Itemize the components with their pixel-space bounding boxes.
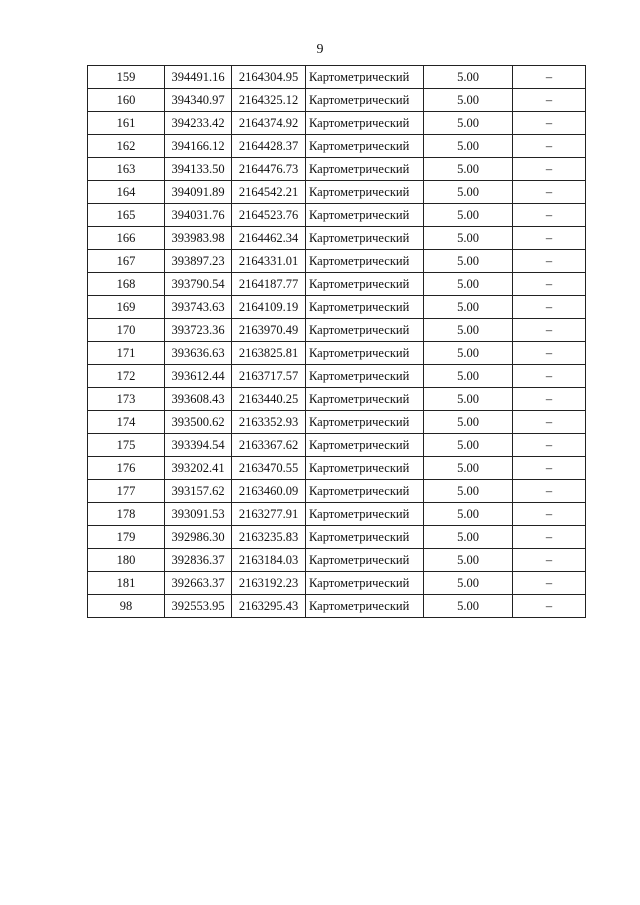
x-coordinate-cell: 394166.12	[165, 135, 232, 158]
point-number-cell: 172	[88, 365, 165, 388]
method-cell: Картометрический	[306, 250, 424, 273]
point-number-cell: 179	[88, 526, 165, 549]
method-cell: Картометрический	[306, 480, 424, 503]
method-cell: Картометрический	[306, 319, 424, 342]
y-coordinate-cell: 2164374.92	[232, 112, 306, 135]
point-number-cell: 177	[88, 480, 165, 503]
accuracy-cell: 5.00	[424, 273, 513, 296]
description-cell: –	[513, 204, 586, 227]
y-coordinate-cell: 2164187.77	[232, 273, 306, 296]
description-cell: –	[513, 181, 586, 204]
description-cell: –	[513, 319, 586, 342]
method-cell: Картометрический	[306, 204, 424, 227]
point-number-cell: 160	[88, 89, 165, 112]
description-cell: –	[513, 595, 586, 618]
point-number-cell: 168	[88, 273, 165, 296]
x-coordinate-cell: 394031.76	[165, 204, 232, 227]
method-cell: Картометрический	[306, 89, 424, 112]
x-coordinate-cell: 393157.62	[165, 480, 232, 503]
y-coordinate-cell: 2163440.25	[232, 388, 306, 411]
accuracy-cell: 5.00	[424, 572, 513, 595]
coordinates-table-body	[88, 66, 586, 618]
description-cell: –	[513, 365, 586, 388]
point-number-cell: 161	[88, 112, 165, 135]
x-coordinate-cell: 393897.23	[165, 250, 232, 273]
point-number-cell: 176	[88, 457, 165, 480]
point-number-cell: 170	[88, 319, 165, 342]
table-row	[88, 388, 586, 411]
x-coordinate-cell: 393394.54	[165, 434, 232, 457]
description-cell: –	[513, 89, 586, 112]
accuracy-cell: 5.00	[424, 66, 513, 89]
method-cell: Картометрический	[306, 273, 424, 296]
y-coordinate-cell: 2164462.34	[232, 227, 306, 250]
point-number-cell: 167	[88, 250, 165, 273]
table-row	[88, 89, 586, 112]
table-row	[88, 181, 586, 204]
accuracy-cell: 5.00	[424, 457, 513, 480]
method-cell: Картометрический	[306, 457, 424, 480]
table-row	[88, 135, 586, 158]
y-coordinate-cell: 2163295.43	[232, 595, 306, 618]
x-coordinate-cell: 393636.63	[165, 342, 232, 365]
x-coordinate-cell: 394491.16	[165, 66, 232, 89]
description-cell: –	[513, 158, 586, 181]
description-cell: –	[513, 112, 586, 135]
x-coordinate-cell: 393608.43	[165, 388, 232, 411]
description-cell: –	[513, 434, 586, 457]
x-coordinate-cell: 394091.89	[165, 181, 232, 204]
point-number-cell: 174	[88, 411, 165, 434]
y-coordinate-cell: 2164331.01	[232, 250, 306, 273]
accuracy-cell: 5.00	[424, 112, 513, 135]
x-coordinate-cell: 394340.97	[165, 89, 232, 112]
description-cell: –	[513, 273, 586, 296]
y-coordinate-cell: 2163184.03	[232, 549, 306, 572]
accuracy-cell: 5.00	[424, 388, 513, 411]
x-coordinate-cell: 393612.44	[165, 365, 232, 388]
accuracy-cell: 5.00	[424, 342, 513, 365]
method-cell: Картометрический	[306, 181, 424, 204]
y-coordinate-cell: 2163825.81	[232, 342, 306, 365]
accuracy-cell: 5.00	[424, 411, 513, 434]
point-number-cell: 166	[88, 227, 165, 250]
table-row	[88, 112, 586, 135]
y-coordinate-cell: 2164523.76	[232, 204, 306, 227]
table-row	[88, 296, 586, 319]
point-number-cell: 165	[88, 204, 165, 227]
table-row	[88, 434, 586, 457]
x-coordinate-cell: 393091.53	[165, 503, 232, 526]
table-row	[88, 227, 586, 250]
y-coordinate-cell: 2163470.55	[232, 457, 306, 480]
y-coordinate-cell: 2163192.23	[232, 572, 306, 595]
description-cell: –	[513, 503, 586, 526]
table-row	[88, 503, 586, 526]
description-cell: –	[513, 572, 586, 595]
accuracy-cell: 5.00	[424, 365, 513, 388]
method-cell: Картометрический	[306, 135, 424, 158]
accuracy-cell: 5.00	[424, 526, 513, 549]
table-row	[88, 66, 586, 89]
point-number-cell: 159	[88, 66, 165, 89]
description-cell: –	[513, 526, 586, 549]
description-cell: –	[513, 480, 586, 503]
point-number-cell: 163	[88, 158, 165, 181]
accuracy-cell: 5.00	[424, 595, 513, 618]
coordinates-table	[87, 65, 586, 618]
table-row	[88, 572, 586, 595]
method-cell: Картометрический	[306, 342, 424, 365]
method-cell: Картометрический	[306, 112, 424, 135]
point-number-cell: 178	[88, 503, 165, 526]
description-cell: –	[513, 66, 586, 89]
method-cell: Картометрический	[306, 227, 424, 250]
method-cell: Картометрический	[306, 503, 424, 526]
x-coordinate-cell: 392836.37	[165, 549, 232, 572]
method-cell: Картометрический	[306, 595, 424, 618]
accuracy-cell: 5.00	[424, 434, 513, 457]
point-number-cell: 169	[88, 296, 165, 319]
y-coordinate-cell: 2163717.57	[232, 365, 306, 388]
accuracy-cell: 5.00	[424, 319, 513, 342]
table-row	[88, 595, 586, 618]
x-coordinate-cell: 393983.98	[165, 227, 232, 250]
x-coordinate-cell: 392986.30	[165, 526, 232, 549]
accuracy-cell: 5.00	[424, 158, 513, 181]
accuracy-cell: 5.00	[424, 89, 513, 112]
y-coordinate-cell: 2163352.93	[232, 411, 306, 434]
table-row	[88, 365, 586, 388]
accuracy-cell: 5.00	[424, 503, 513, 526]
method-cell: Картометрический	[306, 296, 424, 319]
description-cell: –	[513, 388, 586, 411]
method-cell: Картометрический	[306, 572, 424, 595]
x-coordinate-cell: 394133.50	[165, 158, 232, 181]
table-row	[88, 457, 586, 480]
y-coordinate-cell: 2164109.19	[232, 296, 306, 319]
y-coordinate-cell: 2164476.73	[232, 158, 306, 181]
y-coordinate-cell: 2163460.09	[232, 480, 306, 503]
x-coordinate-cell: 393500.62	[165, 411, 232, 434]
table-row	[88, 204, 586, 227]
description-cell: –	[513, 296, 586, 319]
y-coordinate-cell: 2163235.83	[232, 526, 306, 549]
description-cell: –	[513, 135, 586, 158]
accuracy-cell: 5.00	[424, 181, 513, 204]
point-number-cell: 162	[88, 135, 165, 158]
x-coordinate-cell: 393790.54	[165, 273, 232, 296]
method-cell: Картометрический	[306, 434, 424, 457]
accuracy-cell: 5.00	[424, 204, 513, 227]
description-cell: –	[513, 411, 586, 434]
point-number-cell: 180	[88, 549, 165, 572]
description-cell: –	[513, 457, 586, 480]
method-cell: Картометрический	[306, 365, 424, 388]
description-cell: –	[513, 342, 586, 365]
table-row	[88, 411, 586, 434]
table-row	[88, 549, 586, 572]
x-coordinate-cell: 393723.36	[165, 319, 232, 342]
y-coordinate-cell: 2164325.12	[232, 89, 306, 112]
table-row	[88, 158, 586, 181]
description-cell: –	[513, 549, 586, 572]
y-coordinate-cell: 2164304.95	[232, 66, 306, 89]
table-row	[88, 250, 586, 273]
point-number-cell: 171	[88, 342, 165, 365]
accuracy-cell: 5.00	[424, 480, 513, 503]
table-row	[88, 526, 586, 549]
method-cell: Картометрический	[306, 66, 424, 89]
method-cell: Картометрический	[306, 158, 424, 181]
description-cell: –	[513, 227, 586, 250]
method-cell: Картометрический	[306, 526, 424, 549]
x-coordinate-cell: 393743.63	[165, 296, 232, 319]
y-coordinate-cell: 2163970.49	[232, 319, 306, 342]
x-coordinate-cell: 392663.37	[165, 572, 232, 595]
table-row	[88, 342, 586, 365]
method-cell: Картометрический	[306, 388, 424, 411]
y-coordinate-cell: 2163277.91	[232, 503, 306, 526]
x-coordinate-cell: 392553.95	[165, 595, 232, 618]
point-number-cell: 181	[88, 572, 165, 595]
point-number-cell: 175	[88, 434, 165, 457]
y-coordinate-cell: 2164542.21	[232, 181, 306, 204]
table-row	[88, 319, 586, 342]
method-cell: Картометрический	[306, 549, 424, 572]
x-coordinate-cell: 393202.41	[165, 457, 232, 480]
table-row	[88, 273, 586, 296]
point-number-cell: 98	[88, 595, 165, 618]
accuracy-cell: 5.00	[424, 549, 513, 572]
accuracy-cell: 5.00	[424, 250, 513, 273]
accuracy-cell: 5.00	[424, 135, 513, 158]
table-row	[88, 480, 586, 503]
accuracy-cell: 5.00	[424, 227, 513, 250]
point-number-cell: 173	[88, 388, 165, 411]
x-coordinate-cell: 394233.42	[165, 112, 232, 135]
description-cell: –	[513, 250, 586, 273]
accuracy-cell: 5.00	[424, 296, 513, 319]
y-coordinate-cell: 2164428.37	[232, 135, 306, 158]
page-number: 9	[316, 42, 324, 57]
y-coordinate-cell: 2163367.62	[232, 434, 306, 457]
method-cell: Картометрический	[306, 411, 424, 434]
point-number-cell: 164	[88, 181, 165, 204]
